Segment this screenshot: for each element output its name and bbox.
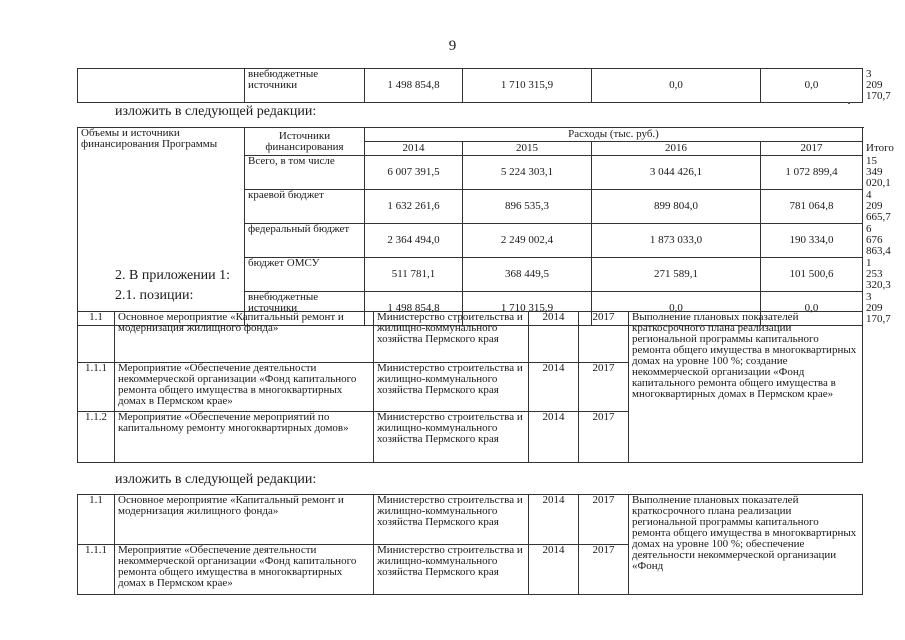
finance-cell: 1 498 854,8 [365, 292, 463, 326]
position-executor: Министерство строительства и жилищно-коммунального хозяйства Пермского края [374, 412, 529, 463]
position-number: 1.1.2 [78, 412, 115, 463]
position-end-year: 2017 [579, 545, 629, 595]
position-end-year: 2017 [579, 495, 629, 545]
position-end-year: 2017 [579, 312, 629, 363]
replace-instruction-1: изложить в следующей редакции: [115, 104, 317, 119]
finance-cell: 0,0 [761, 292, 863, 326]
finance-cell: 1 710 315,9 [463, 292, 592, 326]
finance-cell: 271 589,1 [592, 258, 761, 292]
position-executor: Министерство строительства и жилищно-коммунального хозяйства Пермского края [374, 495, 529, 545]
top-fragment-table: внебюджетные источники 1 498 854,8 1 710 315,9 0,0 0,0 3 209 170,7 [77, 68, 863, 103]
position-name: Основное мероприятие «Капитальный ремонт и модернизация жилищного фонда» [115, 312, 374, 363]
top-fragment-empty-cell [78, 69, 245, 103]
top-fragment-value: 0,0 [592, 69, 761, 103]
finance-year-header: 2014 [365, 142, 463, 156]
replace-instruction-2: изложить в следующей редакции: [115, 472, 317, 487]
section-2-heading: 2. В приложении 1: [115, 268, 231, 283]
finance-row-label: Всего, в том числе [245, 156, 365, 190]
finance-header-left: Объемы и источники финансирования Программы [78, 128, 245, 326]
page-number: 9 [448, 38, 457, 54]
position-executor: Министерство строительства и жилищно-коммунального хозяйства Пермского края [374, 363, 529, 412]
finance-year-header: 2017 [761, 142, 863, 156]
positions-table-new [77, 494, 863, 595]
position-name: Мероприятие «Обеспечение деятельности некоммерческой организации «Фонд капитального ремонта общего имущества в многоквартирных домах в Пермском крае» [115, 363, 374, 412]
section-2-1-heading: 2.1. позиции: [115, 288, 194, 303]
position-executor: Министерство строительства и жилищно-коммунального хозяйства Пермского края [374, 312, 529, 363]
finance-row-label: внебюджетные источники [245, 292, 365, 326]
top-fragment-label: внебюджетные источники [245, 69, 365, 103]
position-name: Мероприятие «Обеспечение деятельности некоммерческой организации «Фонд капитального ремонта общего имущества в многоквартирных домах в Пермском крае» [115, 545, 374, 595]
finance-cell: 5 224 303,1 [463, 156, 592, 190]
finance-cell: 3 044 426,1 [592, 156, 761, 190]
positions-table-old [77, 311, 863, 463]
finance-cell: 0,0 [592, 292, 761, 326]
position-number: 1.1 [78, 495, 115, 545]
finance-row-label: бюджет ОМСУ [245, 258, 365, 292]
finance-year-header: 2015 [463, 142, 592, 156]
position-name: Основное мероприятие «Капитальный ремонт и модернизация жилищного фонда» [115, 495, 374, 545]
top-fragment-value: 1 710 315,9 [463, 69, 592, 103]
position-start-year: 2014 [529, 312, 579, 363]
position-end-year: 2017 [579, 412, 629, 463]
finance-header-sources: Источники финансирования [245, 128, 365, 156]
position-start-year: 2014 [529, 412, 579, 463]
position-result: Выполнение плановых показателей краткосрочного плана реализации региональной программы капитального ремонта общего имущества в многоквартирных домах на уровне 100 %; создание некоммерческой организации «Фонд капитального ремонта общего имущества в многоквартирных домах в Пермском крае» [629, 312, 863, 463]
position-start-year: 2014 [529, 545, 579, 595]
finance-cell: 899 804,0 [592, 190, 761, 224]
finance-cell: 1 632 261,6 [365, 190, 463, 224]
top-fragment-value: 1 498 854,8 [365, 69, 463, 103]
position-result: Выполнение плановых показателей краткосрочного плана реализации региональной программы капитального ремонта общего имущества в многоквартирных домах на уровне 100 %; обеспечение деятельности некоммерческой организации «Фонд [629, 495, 863, 595]
finance-header-expenses: Расходы (тыс. руб.) [365, 128, 863, 142]
finance-cell: 511 781,1 [365, 258, 463, 292]
finance-cell: 896 535,3 [463, 190, 592, 224]
finance-cell: 1 072 899,4 [761, 156, 863, 190]
finance-row-label: краевой бюджет [245, 190, 365, 224]
finance-cell: 6 007 391,5 [365, 156, 463, 190]
position-name: Мероприятие «Обеспечение мероприятий по капитальному ремонту многоквартирных домов» [115, 412, 374, 463]
finance-cell: 2 249 002,4 [463, 224, 592, 258]
finance-cell: 101 500,6 [761, 258, 863, 292]
position-executor: Министерство строительства и жилищно-коммунального хозяйства Пермского края [374, 545, 529, 595]
finance-row-label: федеральный бюджет [245, 224, 365, 258]
finance-cell: 368 449,5 [463, 258, 592, 292]
top-fragment-value: 0,0 [761, 69, 863, 103]
finance-cell: 1 873 033,0 [592, 224, 761, 258]
position-start-year: 2014 [529, 495, 579, 545]
position-number: 1.1.1 [78, 545, 115, 595]
position-number: 1.1.1 [78, 363, 115, 412]
finance-cell: 190 334,0 [761, 224, 863, 258]
position-number: 1.1 [78, 312, 115, 363]
finance-cell: 781 064,8 [761, 190, 863, 224]
finance-table: Объемы и источники финансирования Программы Источники финансирования Расходы (тыс. руб.) 2014 2015 2016 2017 Итого Всего, в том числе 6 007 391,5 5 224 303,1 3 044 426,1 1 072 899,4 15 349 020,1 краевой бюджет 1 632 261,6 896 535,3 899 804,0 781 064,8 4 209 665,7 федеральный бюджет 2 364 494,0 2 249 002,4 1 873 033,0 190 334,0 6 676 863,4 бюджет ОМСУ 511 781,1 368 449,5 271 589,1 101 500,6 1 253 320,3 внебюджетные источники 1 498 854,8 1 710 315,9 0,0 0,0 3 209 170,7 [77, 127, 863, 326]
scan-mark [848, 102, 850, 104]
position-start-year: 2014 [529, 363, 579, 412]
finance-year-header: 2016 [592, 142, 761, 156]
position-end-year: 2017 [579, 363, 629, 412]
finance-cell: 2 364 494,0 [365, 224, 463, 258]
